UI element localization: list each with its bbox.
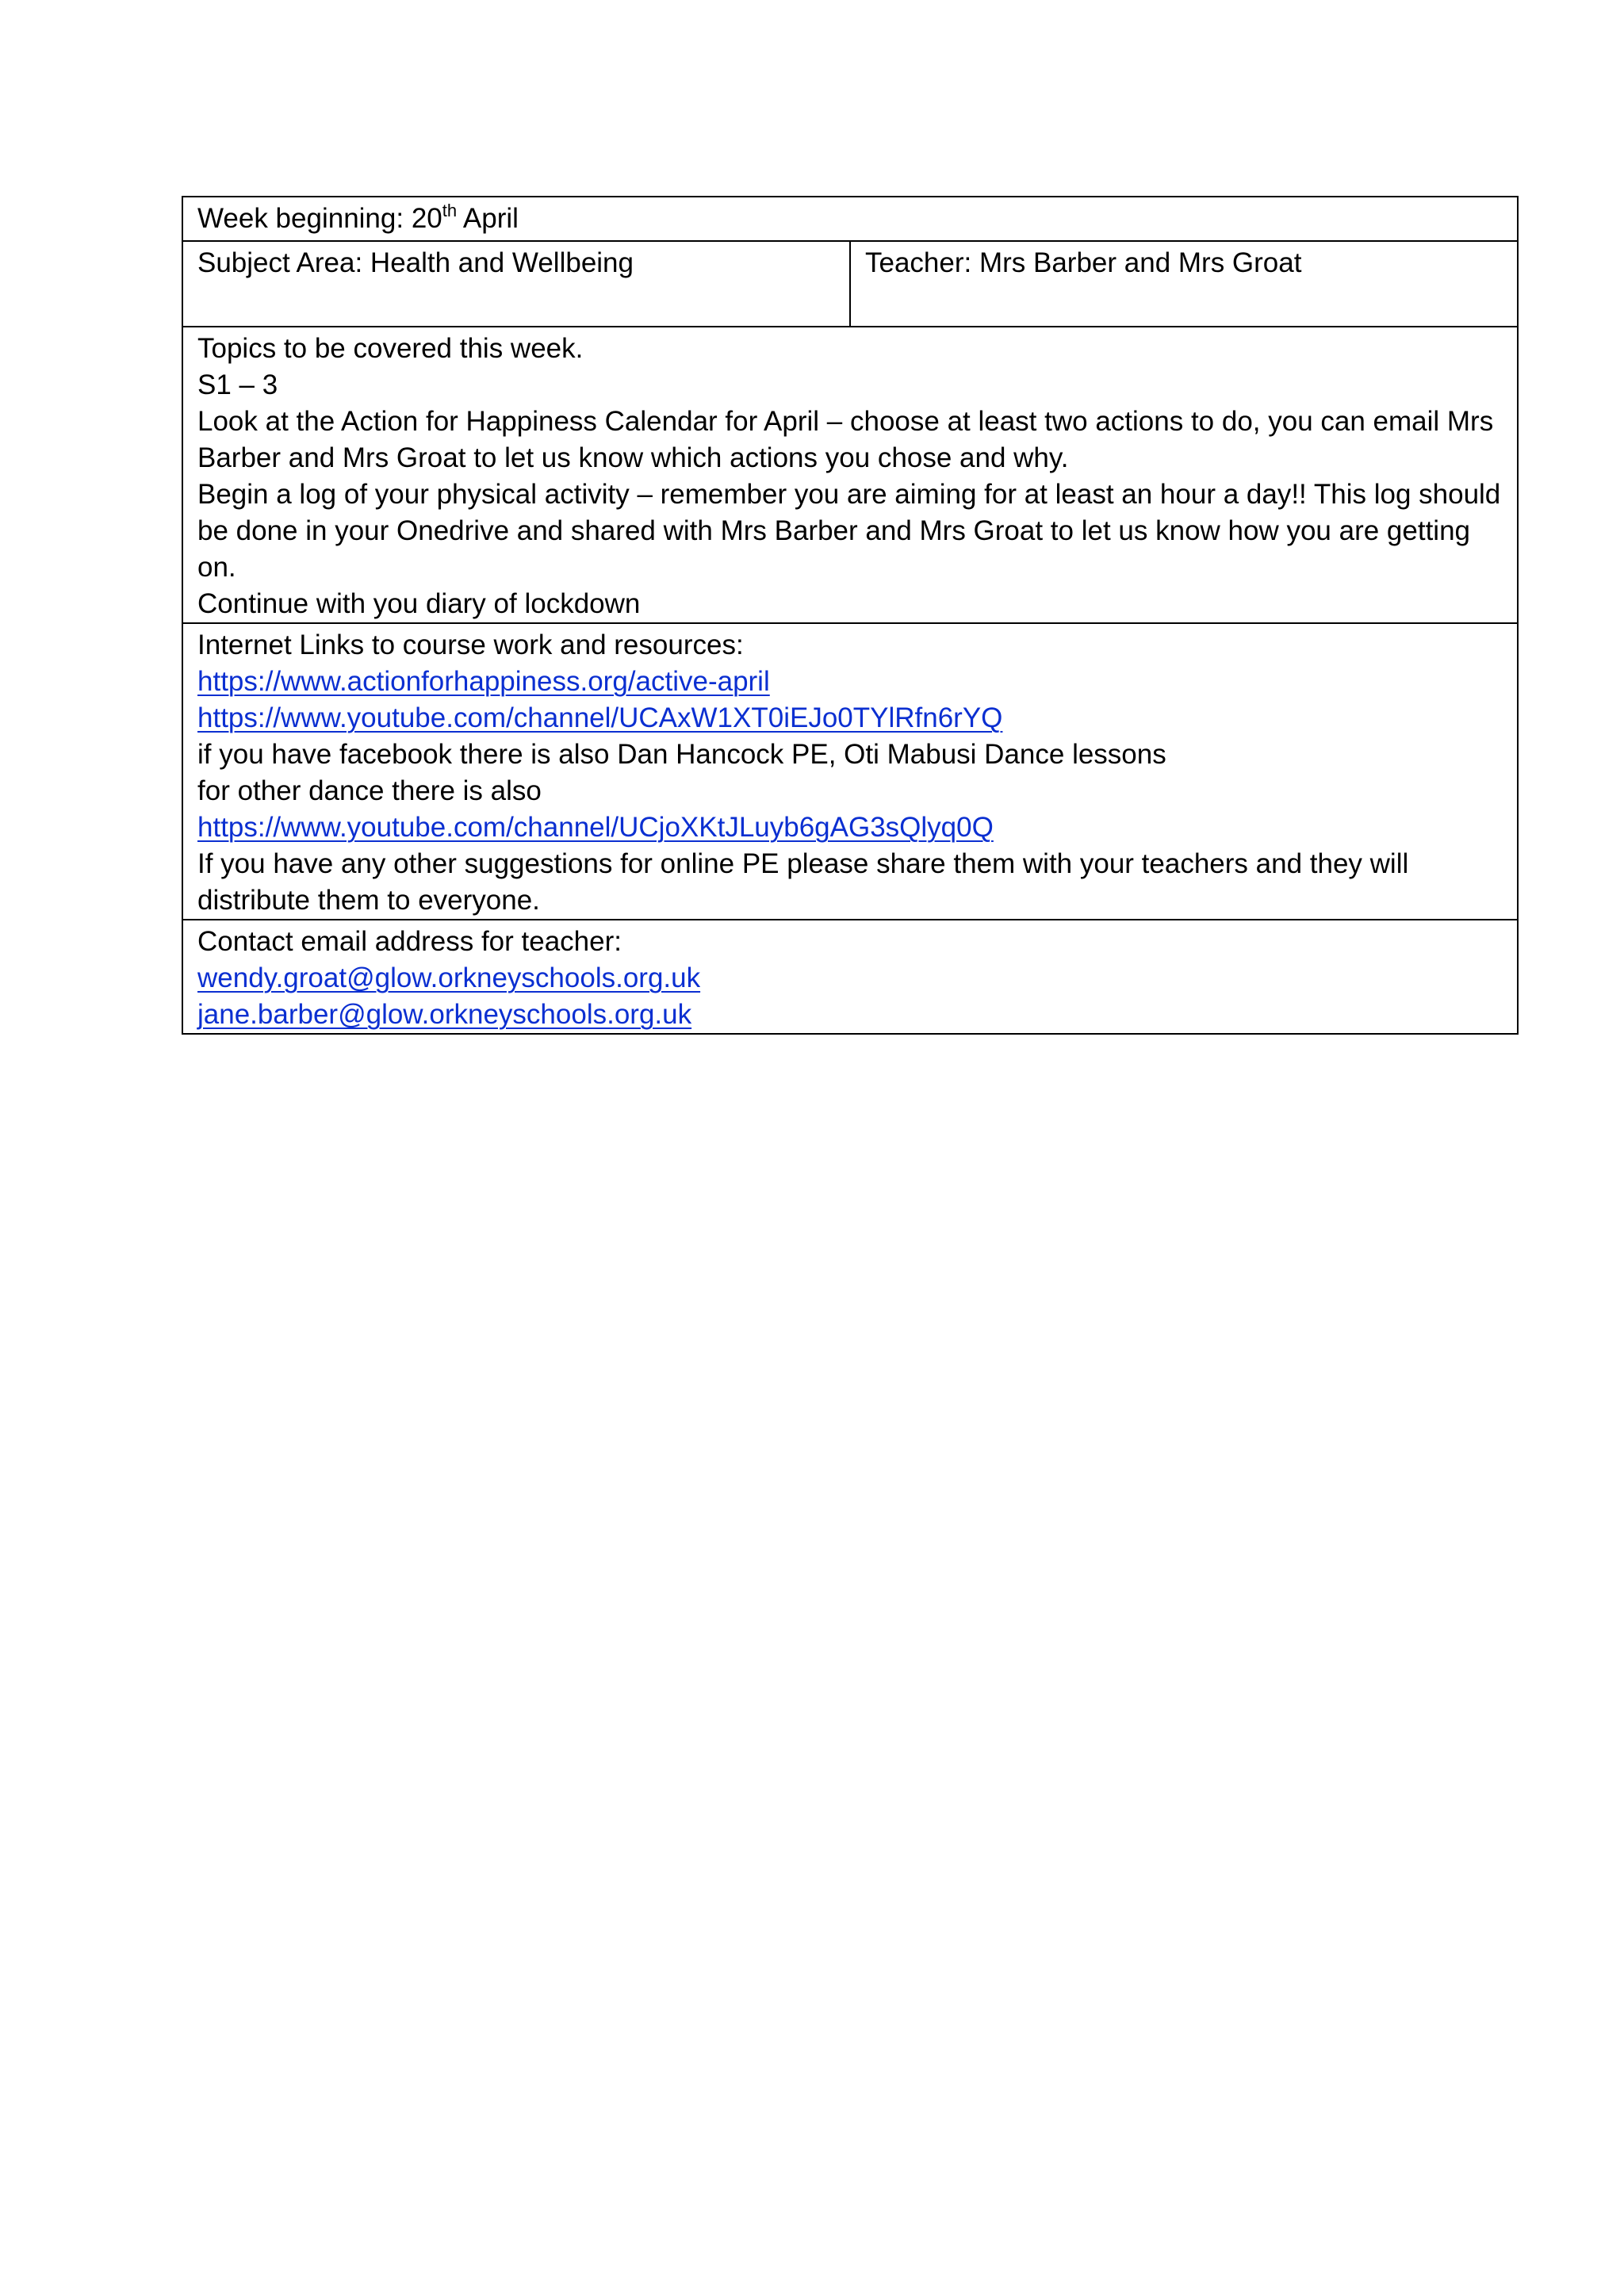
teacher-label: Teacher: Mrs Barber and Mrs Groat: [865, 247, 1302, 278]
subject-cell: [182, 241, 850, 327]
suggestions-note: If you have any other suggestions for online PE please share them with your teachers and they will distribute them to everyone.: [197, 848, 1409, 916]
lesson-plan-table: [182, 196, 1519, 1035]
week-cell: [182, 197, 1518, 241]
email-link-jane-barber[interactable]: jane.barber@glow.orkneyschools.org.uk: [197, 999, 692, 1030]
links-row: [182, 623, 1518, 920]
action-for-happiness-link[interactable]: https://www.actionforhappiness.org/active-april: [197, 666, 770, 697]
youtube-channel-link-1[interactable]: https://www.youtube.com/channel/UCAxW1XT0iEJo0TYlRfn6rYQ: [197, 702, 1003, 733]
year-group-label: S1 – 3: [197, 369, 278, 400]
week-month: April: [462, 203, 519, 234]
links-heading: Internet Links to course work and resources:: [197, 629, 744, 660]
week-beginning-label: Week beginning: 20: [197, 203, 442, 234]
dance-note: for other dance there is also: [197, 775, 542, 806]
week-ordinal-suffix: th: [442, 201, 458, 220]
topics-cell: [182, 327, 1518, 623]
contact-cell: [182, 920, 1518, 1034]
topics-row: [182, 327, 1518, 623]
topic-item-activity-log: Begin a log of your physical activity – remember you are aiming for at least an hour a day!! This log should be done in your Onedrive and shared with Mrs Barber and Mrs Groat to let us know how you are getting on.: [197, 479, 1501, 583]
contact-row: [182, 920, 1518, 1034]
subject-area-label: Subject Area: Health and Wellbeing: [197, 247, 634, 278]
email-link-wendy-groat[interactable]: wendy.groat@glow.orkneyschools.org.uk: [197, 962, 701, 993]
topic-item-diary: Continue with you diary of lockdown: [197, 588, 641, 619]
teacher-cell: [850, 241, 1518, 327]
facebook-note: if you have facebook there is also Dan Hancock PE, Oti Mabusi Dance lessons: [197, 739, 1166, 770]
topics-heading: Topics to be covered this week.: [197, 333, 584, 364]
subject-teacher-row: [182, 241, 1518, 327]
week-row: [182, 197, 1518, 241]
links-cell: [182, 623, 1518, 920]
youtube-channel-link-2[interactable]: https://www.youtube.com/channel/UCjoXKtJLuyb6gAG3sQlyq0Q: [197, 812, 994, 843]
topic-item-action-calendar: Look at the Action for Happiness Calendar for April – choose at least two actions to do, you can email Mrs Barber and Mrs Groat to let us know which actions you chose and why.: [197, 406, 1494, 473]
contact-heading: Contact email address for teacher:: [197, 926, 622, 957]
